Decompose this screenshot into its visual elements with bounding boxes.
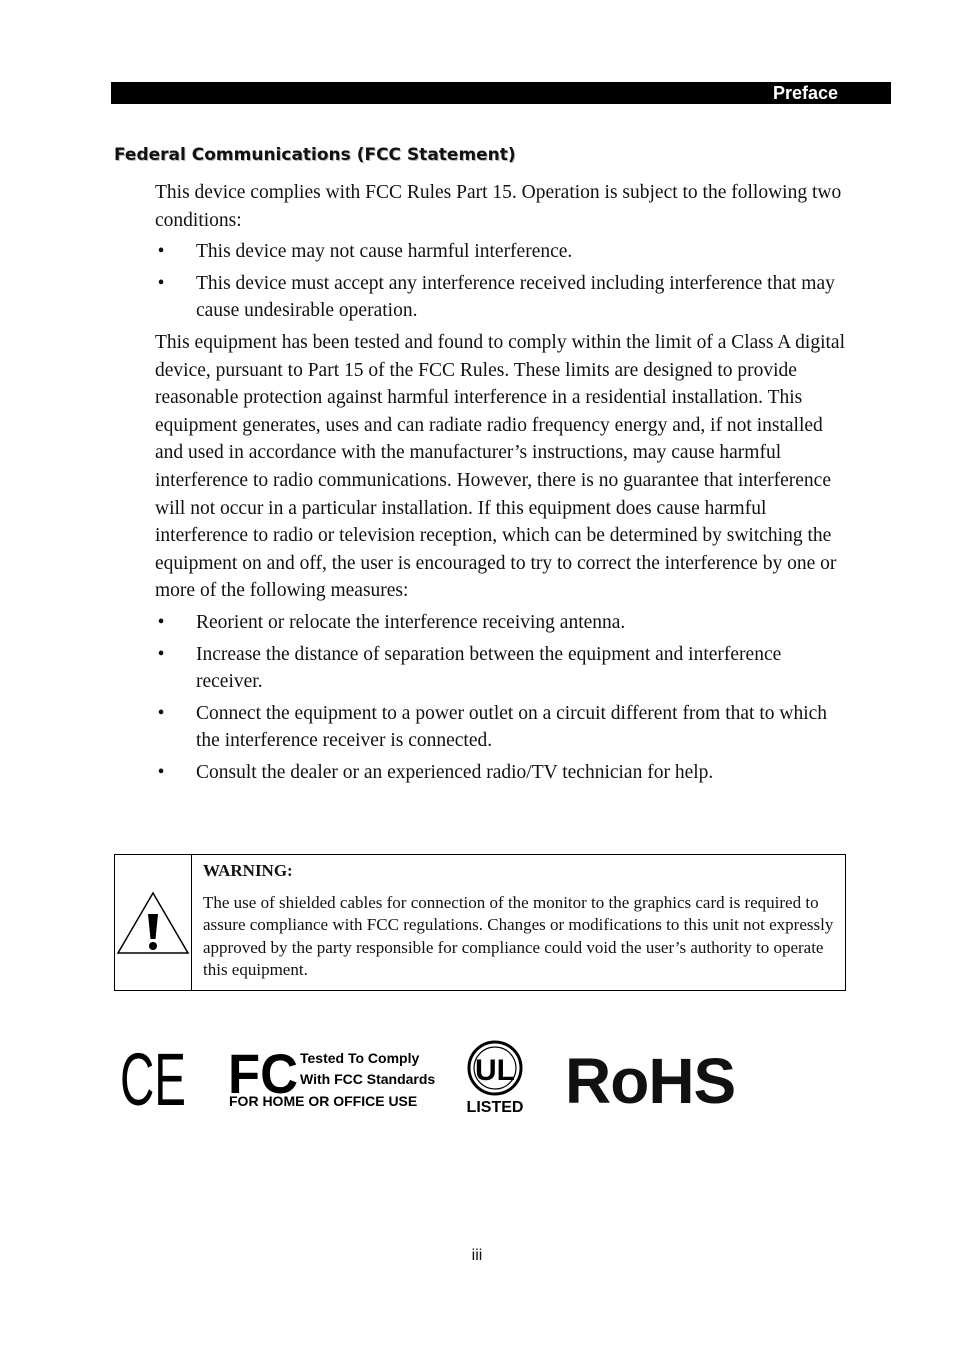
ce-mark-logo [118, 1038, 190, 1121]
body-text [155, 179, 845, 790]
measures-list [155, 609, 845, 787]
list-item: • Reorient or relocate the interference receiving antenna. [155, 609, 845, 637]
conditions-list [155, 238, 845, 325]
bullet-icon: • [157, 702, 165, 724]
fcc-logo [228, 1042, 438, 1111]
warning-box [114, 854, 846, 991]
statement-paragraph: This equipment has been tested and found to comply within the limit of a Class A digital device, pursuant to Part 15 of the FCC Rules. These limits are designed to provide reasonable protection against harmful interference in a residential installation. This equipment generates, uses and can radiate radio frequency energy and, if not installed and used in accordance with the manufacturer’s instructions, may cause harmful interference to radio communications. However, there is no guarantee that interference will not occur in a particular installation. If this equipment does cause harmful interference to radio or television reception, which can be determined by switching the equipment on and off, the user is encouraged to try to correct the interference by one or more of the following measures: [155, 331, 845, 602]
list-item: • This device must accept any interference received including interference that may cause undesirable operation. [155, 270, 845, 325]
header-label: Preface [772, 83, 838, 103]
fcc-mark-text: FC [228, 1042, 298, 1105]
ce-mark-text: CE [120, 1038, 186, 1121]
list-item: • Connect the equipment to a power outlet on a circuit different from that to which the interference receiver is connected. [155, 700, 845, 755]
warning-text-cell [192, 855, 845, 990]
bullet-icon: • [157, 761, 165, 783]
bullet-icon: • [157, 611, 165, 633]
ul-mark-text: UL [475, 1054, 515, 1087]
warning-text: The use of shielded cables for connection of the monitor to the graphics card is required to assure compliance with FCC regulations. Changes or modifications to this unit not expressly approved by the party responsible for compliance could void the user’s authority to operate this equipment. [203, 892, 834, 979]
ul-listed-text: LISTED [466, 1099, 524, 1116]
header-bar [111, 82, 891, 104]
list-item: • This device may not cause harmful interference. [155, 238, 845, 266]
intro-paragraph: This device complies with FCC Rules Part 15. Operation is subject to the following two conditions: [155, 182, 842, 231]
list-item: • Increase the distance of separation between the equipment and interference receiver. [155, 641, 845, 696]
fcc-line-1: Tested To Comply [300, 1050, 420, 1066]
warning-title: WARNING: [203, 861, 293, 880]
warning-triangle-icon [115, 890, 191, 956]
bullet-icon: • [157, 272, 165, 294]
fcc-line-3: FOR HOME OR OFFICE USE [229, 1093, 418, 1109]
page-number: iii [471, 1247, 483, 1264]
rohs-logo: RoHS [565, 1045, 736, 1117]
ul-listed-logo [464, 1040, 526, 1116]
warning-icon-cell [115, 855, 192, 990]
bullet-icon: • [157, 241, 165, 263]
bullet-icon: • [157, 643, 165, 665]
list-item: • Consult the dealer or an experienced radio/TV technician for help. [155, 759, 845, 787]
fcc-line-2: With FCC Standards [300, 1071, 436, 1087]
compliance-logos [0, 1030, 954, 1120]
section-title: Federal Communications (FCC Statement) [114, 145, 516, 165]
